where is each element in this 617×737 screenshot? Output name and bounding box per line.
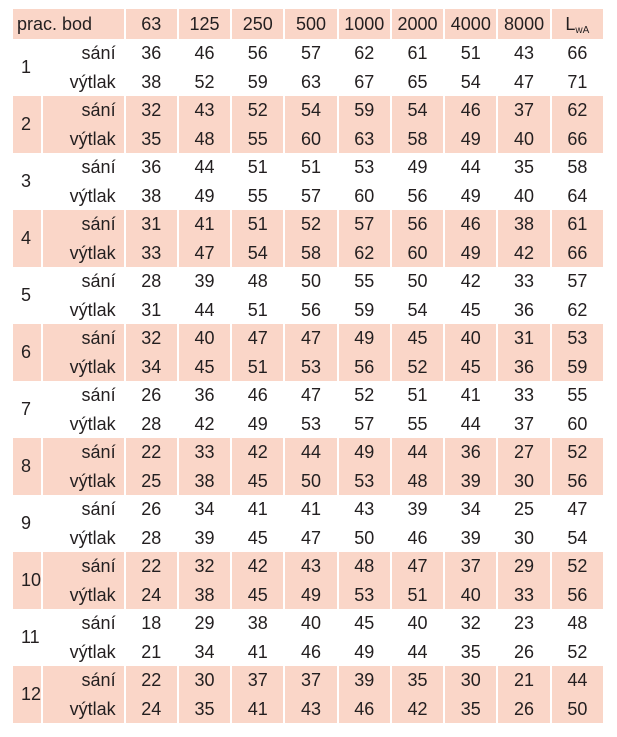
mode-label-vytlak: výtlak	[69, 71, 116, 92]
mode-label-vytlak: výtlak	[69, 641, 116, 662]
lwa-cell: 58	[567, 157, 588, 177]
level-cell: 59	[339, 96, 390, 125]
level-cell: 54	[460, 71, 481, 92]
lwa-cell: 53	[552, 324, 603, 353]
level-cell: 62	[354, 43, 375, 63]
mode-label-sani: sání	[81, 43, 116, 63]
level-cell: 49	[445, 125, 496, 154]
level-cell: 38	[141, 185, 162, 206]
level-cell: 42	[232, 552, 283, 581]
level-cell: 51	[392, 581, 443, 610]
level-cell: 46	[407, 527, 428, 548]
table-row-sani	[13, 552, 603, 581]
level-cell: 56	[407, 185, 428, 206]
level-cell: 44	[407, 641, 428, 662]
mode-label-sani: sání	[81, 157, 116, 177]
level-cell: 44	[285, 438, 336, 467]
level-cell: 39	[407, 499, 428, 519]
lwa-cell: 60	[567, 413, 588, 434]
lwa-cell: 66	[552, 125, 603, 154]
level-cell: 43	[354, 499, 375, 519]
level-cell: 35	[392, 666, 443, 695]
table-row-sani	[13, 267, 603, 296]
level-cell: 44	[460, 413, 481, 434]
table-row-vytlak	[13, 296, 603, 325]
level-cell: 22	[126, 438, 177, 467]
level-cell: 28	[141, 527, 162, 548]
level-cell: 49	[407, 157, 428, 177]
table-row-sani	[13, 96, 603, 125]
level-cell: 45	[247, 527, 268, 548]
table-row-vytlak	[13, 182, 603, 211]
point-number: 3	[21, 171, 32, 192]
mode-label-vytlak: výtlak	[69, 185, 116, 206]
level-cell: 40	[445, 324, 496, 353]
level-cell: 54	[232, 239, 283, 268]
level-cell: 36	[194, 385, 215, 405]
lwa-cell: 44	[552, 666, 603, 695]
level-cell: 37	[232, 666, 283, 695]
level-cell: 55	[232, 125, 283, 154]
lwa-cell: 62	[567, 299, 588, 320]
table-row-vytlak	[13, 695, 603, 724]
level-cell: 60	[354, 185, 375, 206]
level-cell: 39	[194, 527, 215, 548]
table-row-sani	[13, 438, 603, 467]
mode-label-sani: sání	[81, 613, 116, 633]
level-cell: 44	[194, 299, 215, 320]
level-cell: 63	[339, 125, 390, 154]
header-band: 63	[126, 9, 177, 39]
level-cell: 40	[179, 324, 230, 353]
level-cell: 58	[392, 125, 443, 154]
level-cell: 44	[194, 157, 215, 177]
noise-table	[11, 9, 605, 723]
level-cell: 49	[285, 581, 336, 610]
level-cell: 35	[460, 641, 481, 662]
level-cell: 32	[126, 324, 177, 353]
level-cell: 30	[514, 527, 535, 548]
mode-label-sani: sání	[43, 324, 123, 353]
mode-label-vytlak: výtlak	[43, 467, 123, 496]
level-cell: 52	[194, 71, 215, 92]
level-cell: 34	[126, 353, 177, 382]
mode-label-sani: sání	[43, 666, 123, 695]
level-cell: 38	[179, 467, 230, 496]
level-cell: 47	[285, 324, 336, 353]
level-cell: 49	[247, 413, 268, 434]
level-cell: 46	[194, 43, 215, 63]
level-cell: 24	[126, 695, 177, 724]
level-cell: 32	[179, 552, 230, 581]
level-cell: 58	[285, 239, 336, 268]
level-cell: 47	[300, 527, 322, 548]
level-cell: 22	[126, 666, 177, 695]
level-cell: 50	[407, 271, 428, 291]
lwa-cell: 55	[567, 385, 588, 405]
level-cell: 51	[247, 299, 268, 320]
point-number: 11	[21, 627, 40, 648]
level-cell: 37	[514, 413, 535, 434]
lwa-cell: 57	[567, 271, 588, 291]
level-cell: 48	[247, 271, 268, 291]
level-cell: 57	[300, 43, 322, 63]
level-cell: 37	[445, 552, 496, 581]
level-cell: 39	[194, 271, 215, 291]
level-cell: 36	[514, 299, 535, 320]
level-cell: 53	[354, 157, 375, 177]
level-cell: 38	[141, 71, 162, 92]
level-cell: 62	[339, 239, 390, 268]
level-cell: 40	[407, 613, 428, 633]
level-cell: 52	[354, 385, 375, 405]
table-row-sani	[13, 39, 603, 68]
level-cell: 60	[392, 239, 443, 268]
level-cell: 56	[300, 299, 322, 320]
level-cell: 40	[300, 613, 322, 633]
level-cell: 21	[498, 666, 549, 695]
level-cell: 32	[460, 613, 481, 633]
level-cell: 33	[514, 271, 535, 291]
level-cell: 31	[141, 299, 162, 320]
level-cell: 39	[460, 527, 481, 548]
level-cell: 39	[339, 666, 390, 695]
level-cell: 26	[141, 385, 162, 405]
point-number: 8	[13, 438, 41, 495]
level-cell: 43	[514, 43, 535, 63]
header-lwa-sub: wA	[575, 25, 590, 36]
level-cell: 31	[126, 210, 177, 239]
mode-label-sani: sání	[81, 385, 116, 405]
level-cell: 24	[126, 581, 177, 610]
level-cell: 26	[141, 499, 162, 519]
lwa-cell: 66	[552, 239, 603, 268]
level-cell: 38	[498, 210, 549, 239]
level-cell: 33	[498, 581, 549, 610]
table-row-sani	[13, 324, 603, 353]
level-cell: 23	[514, 613, 535, 633]
level-cell: 34	[460, 499, 481, 519]
level-cell: 47	[514, 71, 535, 92]
level-cell: 50	[285, 467, 336, 496]
level-cell: 46	[300, 641, 322, 662]
level-cell: 41	[460, 385, 481, 405]
mode-label-vytlak: výtlak	[69, 413, 116, 434]
table-row-vytlak	[13, 638, 603, 667]
level-cell: 50	[300, 271, 322, 291]
level-cell: 45	[179, 353, 230, 382]
level-cell: 25	[126, 467, 177, 496]
level-cell: 47	[232, 324, 283, 353]
level-cell: 28	[141, 271, 162, 291]
level-cell: 42	[392, 695, 443, 724]
level-cell: 41	[247, 641, 268, 662]
mode-label-sani: sání	[43, 438, 123, 467]
level-cell: 34	[194, 641, 215, 662]
level-cell: 36	[141, 157, 162, 177]
level-cell: 35	[514, 157, 535, 177]
header-band: 1000	[339, 9, 390, 39]
mode-label-vytlak: výtlak	[43, 353, 123, 382]
level-cell: 48	[339, 552, 390, 581]
level-cell: 56	[339, 353, 390, 382]
table-row-vytlak	[13, 524, 603, 553]
level-cell: 46	[445, 96, 496, 125]
level-cell: 35	[445, 695, 496, 724]
header-band: 125	[179, 9, 230, 39]
level-cell: 52	[285, 210, 336, 239]
level-cell: 43	[179, 96, 230, 125]
level-cell: 45	[232, 581, 283, 610]
point-number: 5	[21, 285, 32, 306]
level-cell: 51	[232, 353, 283, 382]
level-cell: 47	[300, 385, 322, 405]
level-cell: 53	[300, 413, 322, 434]
level-cell: 38	[179, 581, 230, 610]
level-cell: 52	[232, 96, 283, 125]
level-cell: 38	[247, 613, 268, 633]
level-cell: 57	[339, 210, 390, 239]
level-cell: 36	[498, 353, 549, 382]
point-number: 4	[13, 210, 41, 267]
level-cell: 55	[407, 413, 428, 434]
level-cell: 46	[445, 210, 496, 239]
level-cell: 44	[392, 438, 443, 467]
level-cell: 51	[232, 210, 283, 239]
lwa-cell: 64	[567, 185, 588, 206]
level-cell: 27	[498, 438, 549, 467]
point-number: 2	[13, 96, 41, 153]
level-cell: 59	[354, 299, 375, 320]
table-row-sani	[13, 381, 603, 410]
level-cell: 44	[460, 157, 481, 177]
level-cell: 43	[285, 552, 336, 581]
table-row-sani	[13, 495, 603, 524]
level-cell: 48	[179, 125, 230, 154]
point-number: 9	[21, 513, 32, 534]
header-point-label: prac. bod	[13, 9, 124, 39]
level-cell: 45	[392, 324, 443, 353]
level-cell: 26	[498, 695, 549, 724]
level-cell: 29	[498, 552, 549, 581]
level-cell: 45	[460, 299, 481, 320]
level-cell: 48	[392, 467, 443, 496]
level-cell: 25	[514, 499, 535, 519]
level-cell: 37	[285, 666, 336, 695]
level-cell: 34	[194, 499, 215, 519]
level-cell: 53	[285, 353, 336, 382]
mode-label-vytlak: výtlak	[43, 581, 123, 610]
level-cell: 29	[194, 613, 215, 633]
level-cell: 40	[514, 185, 535, 206]
level-cell: 30	[445, 666, 496, 695]
header-band: 500	[285, 9, 336, 39]
lwa-cell: 56	[552, 467, 603, 496]
lwa-cell: 59	[552, 353, 603, 382]
lwa-cell: 61	[552, 210, 603, 239]
header-lwa	[552, 9, 603, 39]
level-cell: 55	[354, 271, 375, 291]
level-cell: 41	[247, 499, 268, 519]
level-cell: 35	[179, 695, 230, 724]
table-body	[13, 39, 603, 723]
level-cell: 45	[354, 613, 375, 633]
level-cell: 41	[300, 499, 322, 519]
level-cell: 42	[460, 271, 481, 291]
point-number: 6	[13, 324, 41, 381]
mode-label-sani: sání	[43, 552, 123, 581]
level-cell: 49	[445, 239, 496, 268]
level-cell: 50	[354, 527, 375, 548]
level-cell: 53	[339, 581, 390, 610]
level-cell: 56	[247, 43, 268, 63]
lwa-cell: 54	[567, 527, 588, 548]
level-cell: 49	[339, 324, 390, 353]
level-cell: 54	[285, 96, 336, 125]
mode-label-vytlak: výtlak	[43, 125, 123, 154]
table-row-vytlak	[13, 410, 603, 439]
point-number: 7	[21, 399, 32, 420]
level-cell: 65	[407, 71, 428, 92]
level-cell: 45	[445, 353, 496, 382]
level-cell: 40	[445, 581, 496, 610]
level-cell: 46	[339, 695, 390, 724]
mode-label-sani: sání	[43, 96, 123, 125]
level-cell: 54	[392, 96, 443, 125]
level-cell: 37	[498, 96, 549, 125]
table-row-vytlak	[13, 68, 603, 97]
level-cell: 49	[354, 641, 375, 662]
level-cell: 57	[354, 413, 375, 434]
mode-label-sani: sání	[43, 210, 123, 239]
level-cell: 42	[232, 438, 283, 467]
level-cell: 35	[126, 125, 177, 154]
header-row	[13, 9, 603, 39]
level-cell: 61	[407, 43, 428, 63]
level-cell: 32	[126, 96, 177, 125]
level-cell: 52	[392, 353, 443, 382]
level-cell: 53	[339, 467, 390, 496]
point-number: 12	[13, 666, 41, 723]
level-cell: 21	[141, 641, 162, 662]
level-cell: 49	[194, 185, 215, 206]
lwa-cell: 50	[552, 695, 603, 724]
level-cell: 36	[445, 438, 496, 467]
header-band: 8000	[498, 9, 549, 39]
level-cell: 43	[285, 695, 336, 724]
table-row-vytlak	[13, 581, 603, 610]
level-cell: 41	[232, 695, 283, 724]
lwa-cell: 62	[552, 96, 603, 125]
level-cell: 33	[514, 385, 535, 405]
table-row-sani	[13, 153, 603, 182]
level-cell: 47	[179, 239, 230, 268]
mode-label-vytlak: výtlak	[43, 695, 123, 724]
lwa-cell: 66	[567, 43, 588, 63]
level-cell: 31	[498, 324, 549, 353]
level-cell: 39	[445, 467, 496, 496]
level-cell: 40	[498, 125, 549, 154]
level-cell: 28	[141, 413, 162, 434]
level-cell: 42	[498, 239, 549, 268]
lwa-cell: 47	[567, 499, 588, 519]
lwa-cell: 52	[552, 552, 603, 581]
table-row-vytlak	[13, 353, 603, 382]
level-cell: 51	[300, 157, 322, 177]
header-band: 4000	[445, 9, 496, 39]
point-number: 10	[13, 552, 41, 609]
table-row-vytlak	[13, 125, 603, 154]
header-lwa-main: L	[565, 14, 576, 34]
level-cell: 30	[179, 666, 230, 695]
table-row-sani	[13, 666, 603, 695]
level-cell: 30	[498, 467, 549, 496]
level-cell: 59	[247, 71, 268, 92]
lwa-cell: 56	[552, 581, 603, 610]
table-row-vytlak	[13, 467, 603, 496]
table-row-sani	[13, 210, 603, 239]
level-cell: 41	[179, 210, 230, 239]
level-cell: 51	[247, 157, 268, 177]
level-cell: 42	[194, 413, 215, 434]
level-cell: 63	[300, 71, 322, 92]
mode-label-vytlak: výtlak	[69, 299, 116, 320]
level-cell: 33	[179, 438, 230, 467]
point-number: 1	[21, 57, 32, 78]
level-cell: 56	[392, 210, 443, 239]
level-cell: 46	[247, 385, 268, 405]
level-cell: 45	[232, 467, 283, 496]
level-cell: 18	[141, 613, 162, 633]
level-cell: 51	[407, 385, 428, 405]
table-row-vytlak	[13, 239, 603, 268]
level-cell: 51	[460, 43, 481, 63]
mode-label-sani: sání	[81, 499, 116, 519]
mode-label-vytlak: výtlak	[43, 239, 123, 268]
level-cell: 57	[300, 185, 322, 206]
level-cell: 47	[392, 552, 443, 581]
mode-label-sani: sání	[81, 271, 116, 291]
lwa-cell: 48	[567, 613, 588, 633]
table-row-sani	[13, 609, 603, 638]
level-cell: 49	[339, 438, 390, 467]
lwa-cell: 71	[567, 71, 588, 92]
level-cell: 54	[407, 299, 428, 320]
lwa-cell: 52	[567, 641, 588, 662]
level-cell: 55	[247, 185, 268, 206]
level-cell: 36	[141, 43, 162, 63]
header-band: 2000	[392, 9, 443, 39]
mode-label-vytlak: výtlak	[69, 527, 116, 548]
level-cell: 33	[126, 239, 177, 268]
header-band: 250	[232, 9, 283, 39]
level-cell: 26	[514, 641, 535, 662]
lwa-cell: 52	[552, 438, 603, 467]
level-cell: 67	[354, 71, 375, 92]
level-cell: 22	[126, 552, 177, 581]
level-cell: 60	[285, 125, 336, 154]
level-cell: 49	[460, 185, 481, 206]
